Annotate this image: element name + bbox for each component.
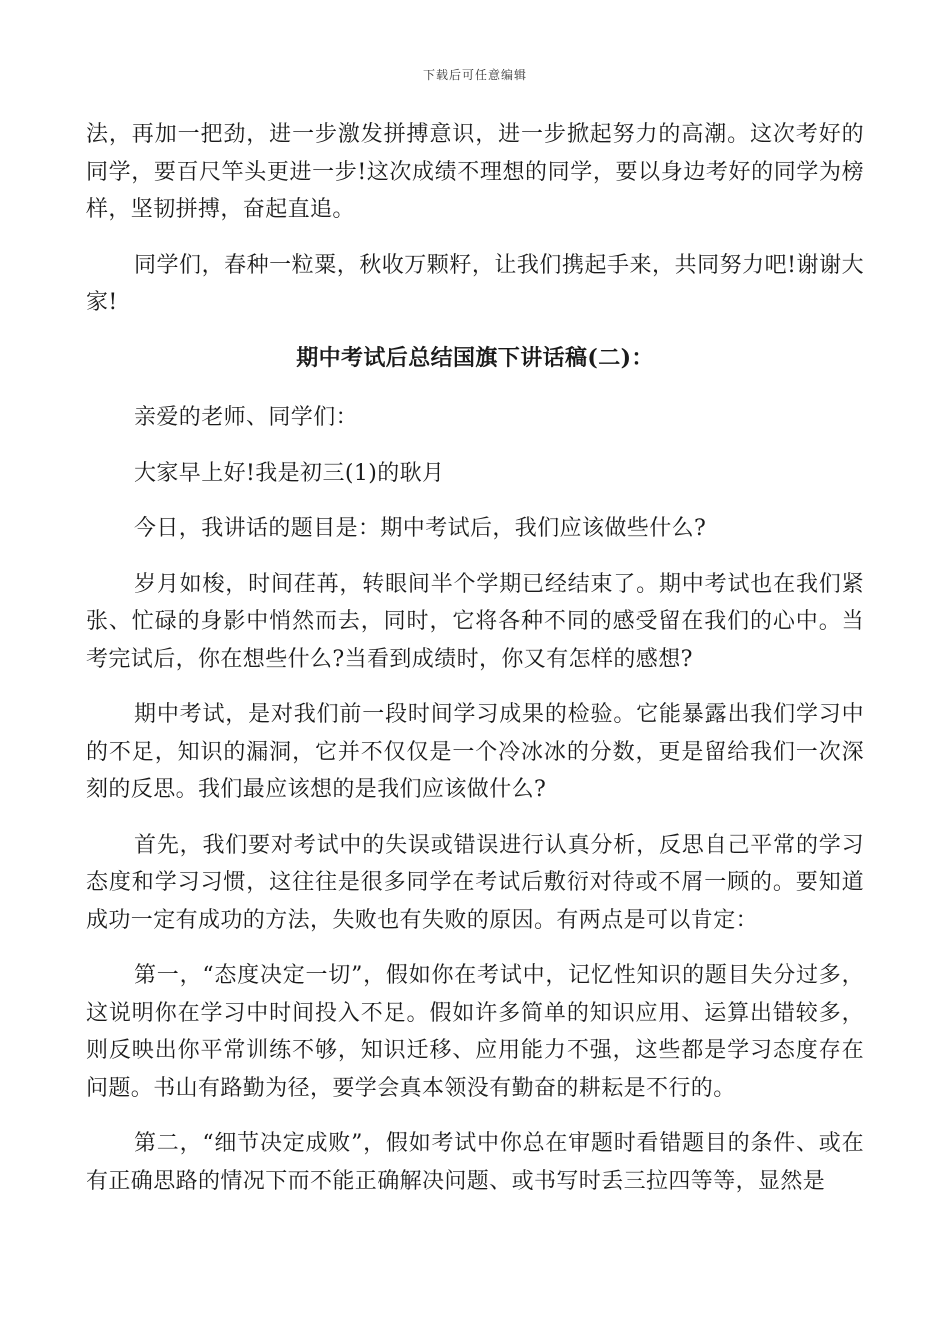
section-heading: 期中考试后总结国旗下讲话稿(二)： xyxy=(296,344,654,371)
paragraph-1: 法，再加一把劲，进一步激发拼搏意识，进一步掀起努力的高潮。这次考好的同学，要百尺竿头更进一步!这次成绩不理想的同学，要以身边考好的同学为榜样，坚韧拼搏，奋起直追。 xyxy=(86,122,864,222)
paragraph-detail: 第二，“细节决定成败”，假如考试中你总在审题时看错题目的条件、或在有正确思路的情况下而不能正确解决问题、或书写时丢三拉四等等，显然是 xyxy=(86,1131,864,1194)
paragraph-first: 首先，我们要对考试中的失误或错误进行认真分析，反思自己平常的学习态度和学习习惯，这往往是很多同学在考试后敷衍对待或不屑一顾的。要知道成功一定有成功的方法，失败也有失败的原因。有两点是可以肯定： xyxy=(86,832,864,933)
paragraph-topic: 今日，我讲话的题目是：期中考试后，我们应该做些什么? xyxy=(134,516,707,541)
paragraph-salutation: 亲爱的老师、同学们： xyxy=(134,405,359,430)
paragraph-exam: 期中考试，是对我们前一段时间学习成果的检验。它能暴露出我们学习中的不足，知识的漏洞，它并不仅仅是一个冷冰冰的分数，更是留给我们一次深刻的反思。我们最应该想的是我们应该做什么? xyxy=(86,702,864,802)
paragraph-attitude: 第一，“态度决定一切”，假如你在考试中，记忆性知识的题目失分过多，这说明你在学习中时间投入不足。假如许多简单的知识应用、运算出错较多，则反映出你平常训练不够，知识迁移、应用能力不强，这些都是学习态度存在问题。书山有路勤为径，要学会真本领没有勤奋的耕耘是不行的。 xyxy=(86,963,864,1101)
paragraph-time: 岁月如梭，时间荏苒，转眼间半个学期已经结束了。期中考试也在我们紧张、忙碌的身影中悄然而去，同时，它将各种不同的感受留在我们的心中。当考完试后，你在想些什么?当看到成绩时，你又有怎样的感想? xyxy=(86,571,864,672)
page-header: 下载后可任意编辑 xyxy=(422,68,527,82)
paragraph-greeting: 大家早上好!我是初三(1)的耿月 xyxy=(134,460,445,486)
document-body xyxy=(86,116,864,1218)
paragraph-2: 同学们，春种一粒粟，秋收万颗籽，让我们携起手来，共同努力吧!谢谢大家! xyxy=(86,252,864,315)
